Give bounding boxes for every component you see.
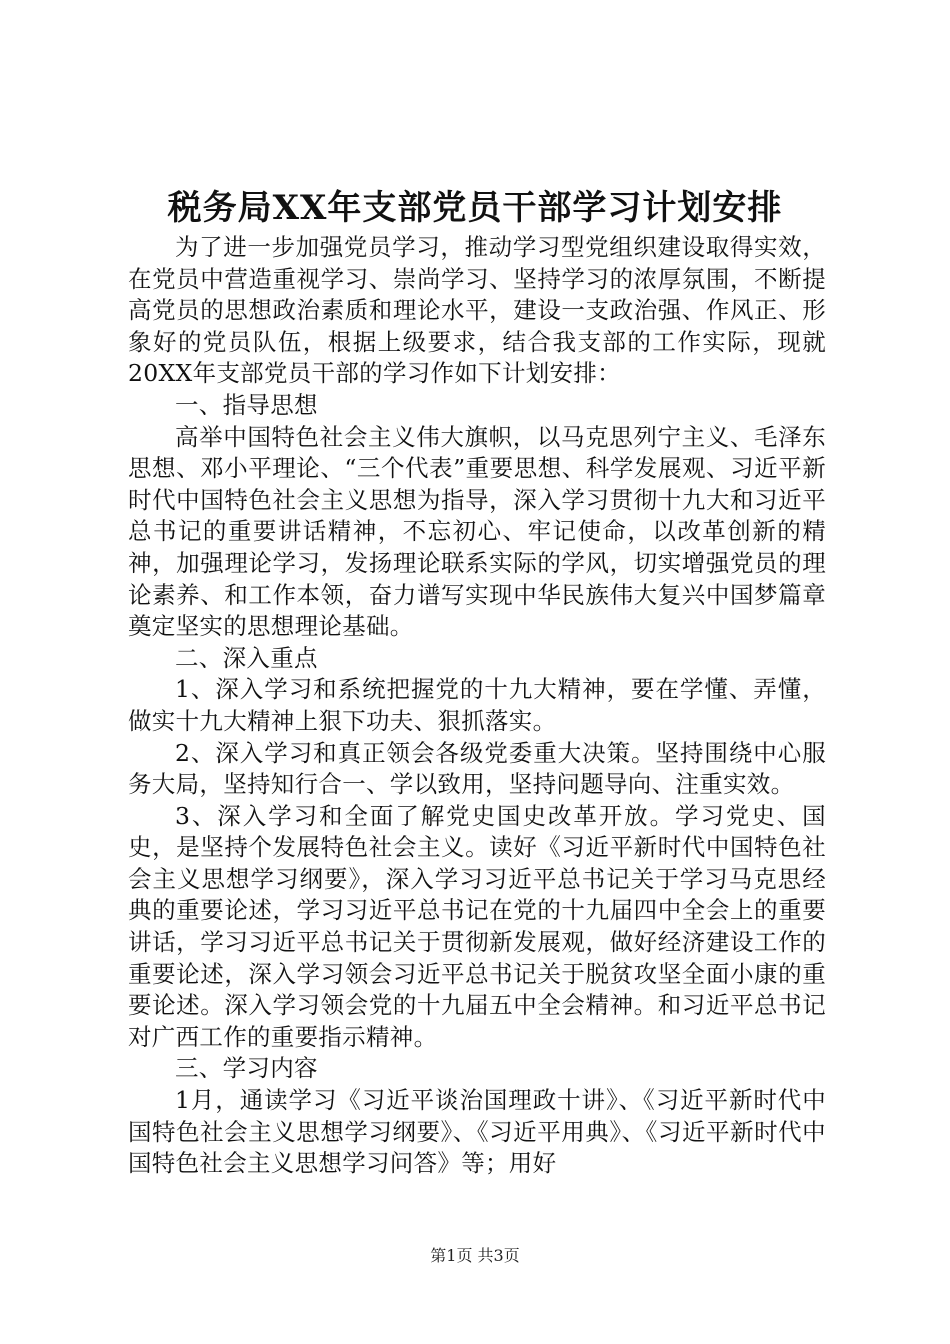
section-heading-guiding-thought: 一、指导思想: [175, 390, 318, 419]
key-point-2-paragraph: 2、深入学习和真正领会各级党委重大决策。坚持围绕中心服务大局，坚持知行合一、学以致用，坚持问题导向、注重实效。: [128, 738, 826, 799]
section-heading-study-content: 三、学习内容: [175, 1054, 318, 1083]
intro-paragraph: 为了进一步加强党员学习，推动学习型党组织建设取得实效，在党员中营造重视学习、崇尚学习、坚持学习的浓厚氛围，不断提高党员的思想政治素质和理论水平，建设一支政治强、作风正、形象好的党员队伍，根据上级要求，结合我支部的工作实际，现就20XX年支部党员干部的学习作如下计划安排：: [128, 233, 826, 388]
document-title: 税务局XX年支部党员干部学习计划安排: [167, 188, 783, 228]
study-content-january-paragraph: 1月，通读学习《习近平谈治国理政十讲》、《习近平新时代中国特色社会主义思想学习纲要》、《习近平用典》、《习近平新时代中国特色社会主义思想学习问答》等；用好: [128, 1086, 826, 1178]
section-heading-key-points: 二、深入重点: [175, 643, 318, 672]
key-point-1-paragraph: 1、深入学习和系统把握党的十九大精神，要在学懂、弄懂，做实十九大精神上狠下功夫、狠抓落实。: [128, 675, 826, 735]
document-body: [128, 232, 826, 1180]
page-footer: 第1页 共3页: [430, 1246, 520, 1265]
guiding-thought-paragraph: 高举中国特色社会主义伟大旗帜，以马克思列宁主义、毛泽东思想、邓小平理论、“三个代表”重要思想、科学发展观、习近平新时代中国特色社会主义思想为指导，深入学习贯彻十九大和习近平总书记的重要讲话精神，不忘初心、牢记使命，以改革创新的精神，加强理论学习，发扬理论联系实际的学风，切实增强党员的理论素养、和工作本领，奋力谱写实现中华民族伟大复兴中国梦篇章奠定坚实的思想理论基础。: [128, 422, 826, 641]
key-point-3-paragraph: 3、深入学习和全面了解党史国史改革开放。学习党史、国史，是坚持个发展特色社会主义。读好《习近平新时代中国特色社会主义思想学习纲要》，深入学习习近平总书记关于学习马克思经典的重要论述，学习习近平总书记在党的十九届四中全会上的重要讲话，学习习近平总书记关于贯彻新发展观，做好经济建设工作的重要论述，深入学习领会习近平总书记关于脱贫攻坚全面小康的重要论述。深入学习领会党的十九届五中全会精神。和习近平总书记对广西工作的重要指示精神。: [128, 801, 826, 1051]
